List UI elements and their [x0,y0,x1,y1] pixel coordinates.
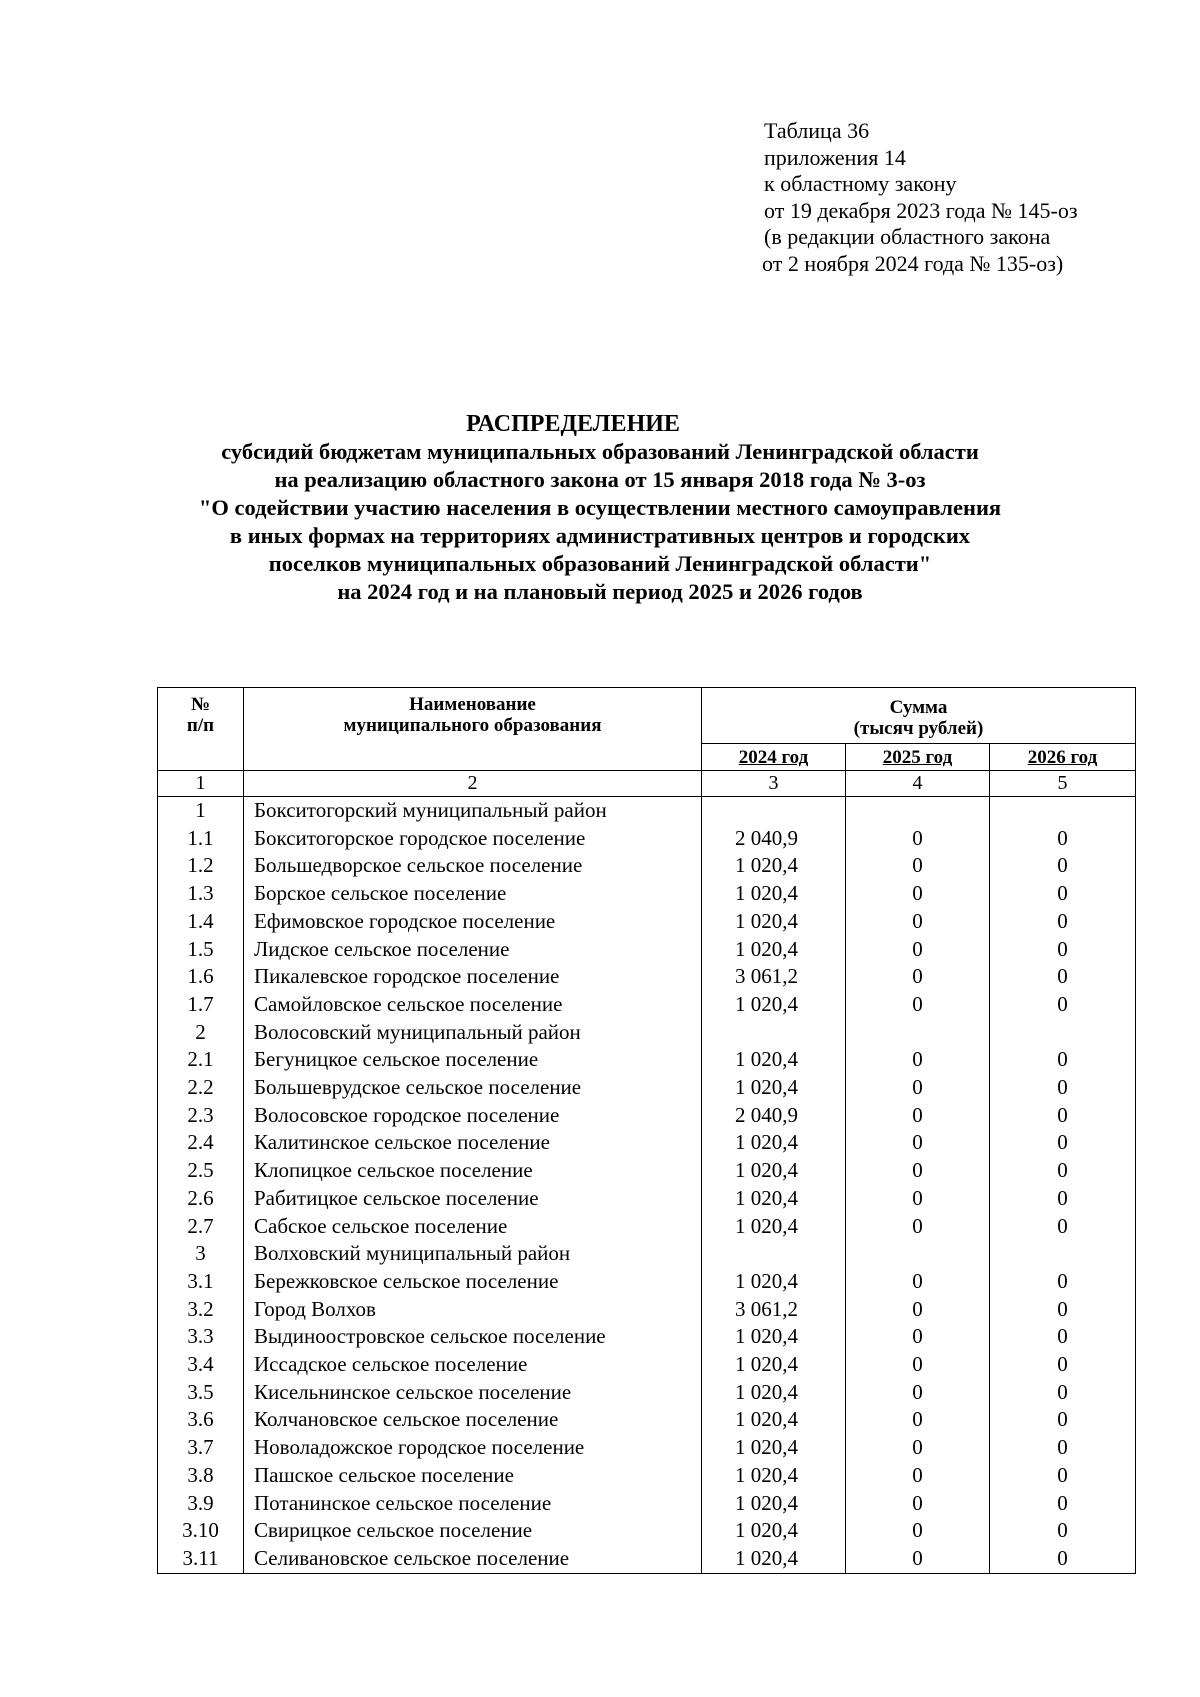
attachment-note-line: приложения 14 [764,144,906,170]
table-row [158,1102,1136,1130]
table-body [158,797,1136,1574]
row-amount-2024: 1 020,4 [702,1406,846,1434]
row-amount-2025 [846,1019,990,1047]
table-row [158,880,1136,908]
column-index-cell: 3 [702,771,846,797]
row-amount-2025: 0 [846,1296,990,1324]
table-row [158,1323,1136,1351]
row-name: Бережковское сельское поселение [244,1268,702,1296]
row-name: Свирицкое сельское поселение [244,1517,702,1545]
row-name: Бегуницкое сельское поселение [244,1046,702,1074]
table-row [158,1545,1136,1573]
row-name: Волховский муниципальный район [244,1240,702,1268]
row-name: Новоладожское городское поселение [244,1434,702,1462]
table-row [158,908,1136,936]
row-amount-2024: 1 020,4 [702,1323,846,1351]
heading-line: "О содействии участию населения в осуществлении местного самоуправления [198,495,1002,520]
row-amount-2025: 0 [846,1490,990,1518]
document-heading [0,410,1200,606]
row-name: Колчановское сельское поселение [244,1406,702,1434]
row-amount-2025: 0 [846,1213,990,1241]
table-row [158,852,1136,880]
row-number: 1.4 [158,908,244,936]
header-name-line2: муниципального образования [343,715,602,736]
table-row [158,1185,1136,1213]
row-number: 3.7 [158,1434,244,1462]
table-row [158,1296,1136,1324]
row-number: 3.5 [158,1379,244,1407]
row-amount-2026: 0 [990,1129,1136,1157]
header-sum-line1: Сумма [889,696,948,718]
row-amount-2026: 0 [990,963,1136,991]
row-number: 2.7 [158,1213,244,1241]
row-amount-2024: 1 020,4 [702,1517,846,1545]
row-amount-2025: 0 [846,963,990,991]
row-amount-2024: 1 020,4 [702,1434,846,1462]
row-amount-2024: 1 020,4 [702,1157,846,1185]
document-title: РАСПРЕДЕЛЕНИЕ [466,411,680,437]
row-amount-2026: 0 [990,1545,1136,1573]
row-amount-2025: 0 [846,1406,990,1434]
row-amount-2025: 0 [846,1434,990,1462]
row-amount-2025 [846,797,990,825]
row-amount-2025: 0 [846,1157,990,1185]
row-number: 3 [158,1240,244,1268]
table-row [158,1462,1136,1490]
row-amount-2026: 0 [990,1102,1136,1130]
row-amount-2025: 0 [846,1102,990,1130]
table-row [158,1490,1136,1518]
row-amount-2024: 1 020,4 [702,908,846,936]
heading-line: поселков муниципальных образований Ленинградской области" [268,551,932,576]
row-amount-2026 [990,797,1136,825]
attachment-note-line: от 2 ноября 2024 года № 135-оз) [762,250,1064,276]
header-name-line1: Наименование [409,694,536,715]
row-amount-2026: 0 [990,1462,1136,1490]
row-amount-2026: 0 [990,1406,1136,1434]
row-amount-2025: 0 [846,1517,990,1545]
row-amount-2024: 1 020,4 [702,1379,846,1407]
header-number-line1: № [190,694,211,715]
table-row [158,1406,1136,1434]
row-amount-2024 [702,1240,846,1268]
row-amount-2025: 0 [846,1268,990,1296]
row-number: 2.5 [158,1157,244,1185]
table-row [158,1213,1136,1241]
row-amount-2024 [702,1019,846,1047]
table-row [158,1019,1136,1047]
row-number: 3.3 [158,1323,244,1351]
row-amount-2025: 0 [846,1129,990,1157]
row-amount-2024 [702,797,846,825]
row-number: 1.6 [158,963,244,991]
row-amount-2025: 0 [846,1379,990,1407]
attachment-note-line: от 19 декабря 2023 года № 145-оз [764,197,1078,223]
heading-line: на 2024 год и на плановый период 2025 и 2026 годов [337,579,863,604]
row-number: 3.10 [158,1517,244,1545]
row-amount-2025: 0 [846,1185,990,1213]
row-number: 2.1 [158,1046,244,1074]
table-row [158,963,1136,991]
row-number: 3.2 [158,1296,244,1324]
row-number: 2.6 [158,1185,244,1213]
row-amount-2024: 2 040,9 [702,825,846,853]
row-amount-2024: 1 020,4 [702,1545,846,1573]
row-name: Рабитицкое сельское поселение [244,1185,702,1213]
table-header [158,688,1136,797]
heading-line: в иных формах на территориях административных центров и городских [229,523,971,548]
row-amount-2026: 0 [990,1351,1136,1379]
row-name: Клопицкое сельское поселение [244,1157,702,1185]
header-sum [702,688,1136,744]
row-amount-2024: 2 040,9 [702,1102,846,1130]
row-amount-2026: 0 [990,1157,1136,1185]
row-name: Бокситогорский муниципальный район [244,797,702,825]
row-name: Бокситогорское городское поселение [244,825,702,853]
row-amount-2024: 1 020,4 [702,1046,846,1074]
table-row [158,1240,1136,1268]
table-row [158,1517,1136,1545]
row-amount-2024: 1 020,4 [702,1129,846,1157]
header-year-2024: 2024 год [702,744,846,771]
heading-line: на реализацию областного закона от 15 января 2018 года № 3-оз [274,467,926,492]
row-amount-2026: 0 [990,1213,1136,1241]
row-number: 2 [158,1019,244,1047]
header-year-2025: 2025 год [846,744,990,771]
row-name: Селивановское сельское поселение [244,1545,702,1573]
column-index-cell: 4 [846,771,990,797]
row-amount-2025: 0 [846,1351,990,1379]
row-name: Выдиноостровское сельское поселение [244,1323,702,1351]
row-name: Борское сельское поселение [244,880,702,908]
row-amount-2024: 1 020,4 [702,1268,846,1296]
row-amount-2026: 0 [990,1046,1136,1074]
row-amount-2026: 0 [990,1490,1136,1518]
row-amount-2024: 1 020,4 [702,1490,846,1518]
heading-line: субсидий бюджетам муниципальных образований Ленинградской области [221,439,979,464]
row-name: Ефимовское городское поселение [244,908,702,936]
document-attachment-note [764,118,1078,277]
row-amount-2025: 0 [846,1323,990,1351]
row-amount-2026: 0 [990,908,1136,936]
row-amount-2025: 0 [846,825,990,853]
row-number: 3.1 [158,1268,244,1296]
row-number: 1.5 [158,936,244,964]
table-row [158,936,1136,964]
row-number: 2.4 [158,1129,244,1157]
row-number: 2.3 [158,1102,244,1130]
row-amount-2026: 0 [990,825,1136,853]
distribution-table [157,687,1136,1574]
row-amount-2025: 0 [846,908,990,936]
row-number: 1 [158,797,244,825]
row-amount-2025: 0 [846,852,990,880]
row-amount-2024: 1 020,4 [702,1185,846,1213]
row-name: Волосовское городское поселение [244,1102,702,1130]
table-row [158,991,1136,1019]
row-amount-2024: 1 020,4 [702,1462,846,1490]
row-amount-2026: 0 [990,1517,1136,1545]
header-number-line2: п/п [186,715,215,736]
table-row [158,1379,1136,1407]
row-name: Пашское сельское поселение [244,1462,702,1490]
row-amount-2025: 0 [846,1046,990,1074]
column-index-cell: 1 [158,771,244,797]
row-amount-2026: 0 [990,852,1136,880]
header-number [158,688,244,771]
row-amount-2026: 0 [990,991,1136,1019]
row-number: 1.3 [158,880,244,908]
row-amount-2024: 1 020,4 [702,1074,846,1102]
row-number: 3.11 [158,1545,244,1573]
column-index-row [158,771,1136,797]
row-name: Большеврудское сельское поселение [244,1074,702,1102]
row-name: Иссадское сельское поселение [244,1351,702,1379]
row-amount-2026: 0 [990,880,1136,908]
row-name: Самойловское сельское поселение [244,991,702,1019]
row-amount-2025 [846,1240,990,1268]
row-amount-2025: 0 [846,1074,990,1102]
table-row [158,1046,1136,1074]
row-number: 1.2 [158,852,244,880]
column-index-cell: 2 [244,771,702,797]
row-number: 1.1 [158,825,244,853]
row-number: 3.9 [158,1490,244,1518]
row-amount-2025: 0 [846,991,990,1019]
row-amount-2024: 1 020,4 [702,936,846,964]
row-amount-2025: 0 [846,1545,990,1573]
row-name: Большедворское сельское поселение [244,852,702,880]
row-amount-2024: 1 020,4 [702,852,846,880]
column-index-cell: 5 [990,771,1136,797]
attachment-note-line: (в редакции областного закона [764,224,1051,249]
row-amount-2026 [990,1019,1136,1047]
row-name: Сабское сельское поселение [244,1213,702,1241]
row-amount-2026: 0 [990,1268,1136,1296]
row-number: 2.2 [158,1074,244,1102]
table-row [158,825,1136,853]
attachment-note-line: к областному закону [764,171,957,196]
row-amount-2024: 3 061,2 [702,963,846,991]
row-number: 1.7 [158,991,244,1019]
table-row [158,1268,1136,1296]
row-name: Лидское сельское поселение [244,936,702,964]
row-amount-2026: 0 [990,1434,1136,1462]
table-row [158,1157,1136,1185]
row-name: Калитинское сельское поселение [244,1129,702,1157]
table-row [158,1434,1136,1462]
row-number: 3.8 [158,1462,244,1490]
row-name: Город Волхов [244,1296,702,1324]
row-amount-2026: 0 [990,1185,1136,1213]
row-amount-2026: 0 [990,1296,1136,1324]
row-amount-2025: 0 [846,1462,990,1490]
row-amount-2024: 1 020,4 [702,991,846,1019]
row-name: Пикалевское городское поселение [244,963,702,991]
row-number: 3.4 [158,1351,244,1379]
table-row [158,1129,1136,1157]
table-row [158,1074,1136,1102]
header-name [244,688,702,771]
row-amount-2026: 0 [990,936,1136,964]
row-amount-2024: 1 020,4 [702,1351,846,1379]
table-row [158,1351,1136,1379]
row-amount-2026: 0 [990,1074,1136,1102]
row-amount-2024: 3 061,2 [702,1296,846,1324]
row-amount-2026: 0 [990,1379,1136,1407]
row-amount-2026 [990,1240,1136,1268]
row-name: Кисельнинское сельское поселение [244,1379,702,1407]
row-amount-2025: 0 [846,936,990,964]
header-year-2026: 2026 год [990,744,1136,771]
row-amount-2024: 1 020,4 [702,880,846,908]
row-name: Волосовский муниципальный район [244,1019,702,1047]
row-amount-2025: 0 [846,880,990,908]
row-number: 3.6 [158,1406,244,1434]
table-row [158,797,1136,825]
row-amount-2026: 0 [990,1323,1136,1351]
header-sum-line2: (тысяч рублей) [853,717,984,739]
row-amount-2024: 1 020,4 [702,1213,846,1241]
attachment-note-line: Таблица 36 [764,118,870,143]
row-name: Потанинское сельское поселение [244,1490,702,1518]
